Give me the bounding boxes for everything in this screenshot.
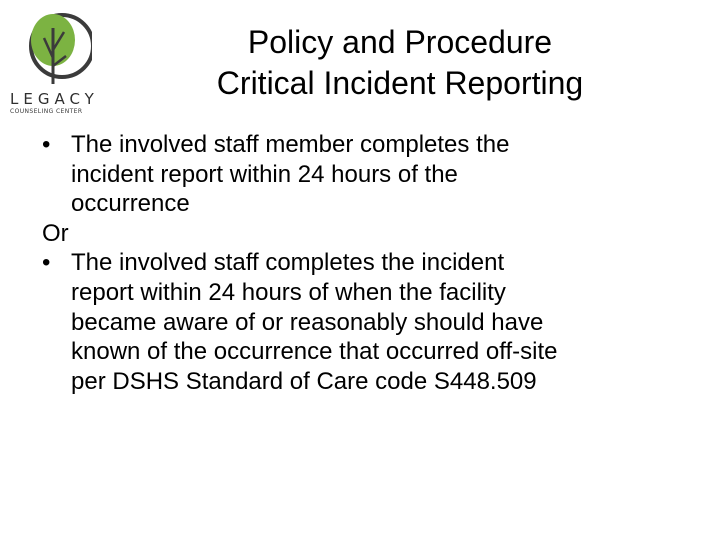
bullet-item-staff-member bbox=[42, 130, 702, 219]
bullet-line: known of the occurrence that occurred off-site bbox=[71, 338, 558, 366]
legacy-logo bbox=[6, 10, 98, 118]
logo-wordmark: LEGACY bbox=[10, 90, 99, 108]
slide-body bbox=[42, 130, 702, 396]
slide-title bbox=[130, 22, 670, 104]
connector-text: Or bbox=[42, 219, 69, 247]
bullet-line: incident report within 24 hours of the bbox=[71, 160, 458, 188]
bullet-line: became aware of or reasonably should have bbox=[71, 308, 544, 336]
logo-tagline: COUNSELING CENTER bbox=[10, 108, 83, 115]
bullet-line: report within 24 hours of when the facility bbox=[71, 278, 506, 306]
bullet-marker: • bbox=[42, 131, 51, 158]
bullet-item-staff-facility bbox=[42, 248, 702, 396]
bullet-line: The involved staff member completes the bbox=[71, 131, 510, 158]
bullet-line: The involved staff completes the incident bbox=[71, 249, 505, 277]
title-line-1: Policy and Procedure bbox=[247, 24, 553, 60]
title-line-2: Critical Incident Reporting bbox=[216, 65, 584, 101]
bullet-marker: • bbox=[42, 249, 51, 277]
bullet-line: occurrence bbox=[71, 190, 190, 218]
tree-icon bbox=[26, 10, 92, 86]
bullet-line: per DSHS Standard of Care code S448.509 bbox=[71, 367, 537, 395]
